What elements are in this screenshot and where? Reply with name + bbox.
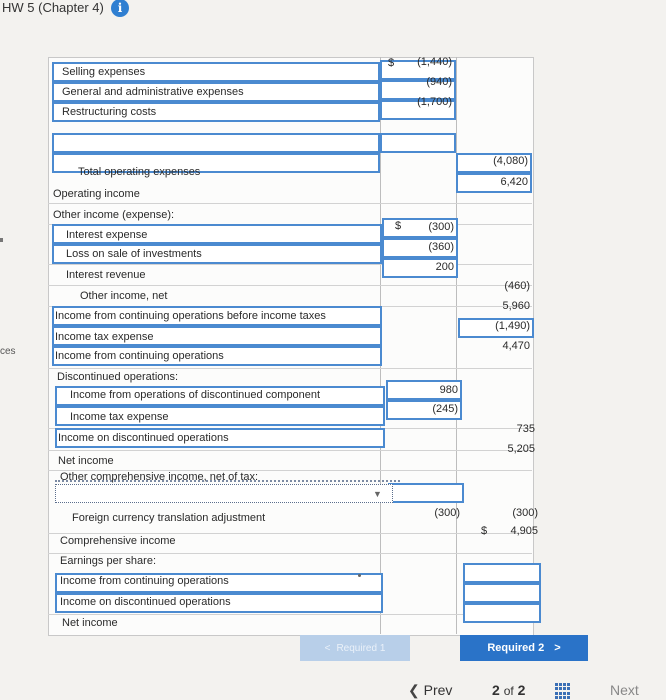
next-button[interactable] [610,682,639,698]
label-income-cont: Income from continuing operations [55,350,224,362]
amount-interest-expense: (300) [428,221,454,233]
amount-input-oci-blank[interactable] [388,483,464,503]
page-of: of [503,684,514,698]
prev-label: Prev [423,682,453,698]
label-income-tax: Income tax expense [55,331,154,343]
page-total: 2 [517,682,526,698]
next-label: Next [610,682,639,698]
info-icon[interactable]: i [111,0,129,17]
amount-operating-income: 6,420 [500,176,528,188]
amount-disc-ops: 980 [439,384,458,396]
amount-interest-revenue: 200 [435,261,454,273]
amount-restructuring: (1,700) [417,96,452,108]
row-line [48,203,532,204]
row-line [48,450,532,451]
label-fx-adjustment: Foreign currency translation adjustment [72,512,266,524]
label-net-income: Net income [58,455,114,467]
amount-net-income: 5,205 [507,443,535,455]
label-total-opex: Total operating expenses [78,166,201,178]
amount-income-cont: 4,470 [502,340,530,352]
amount-fx-adjustment: (300) [434,507,460,519]
label-disc-ops: Income from operations of discontinued component [70,389,321,401]
amount-disc-tax: (245) [432,403,458,415]
label-general-admin: General and administrative expenses [62,86,244,98]
currency-symbol: $ [388,57,395,69]
page-current: 2 [492,682,500,698]
label-operating-income: Operating income [53,188,140,200]
label-oci-header: Other comprehensive income, net of tax: [60,471,259,483]
label-loss-sale: Loss on sale of investments [66,248,202,260]
row-line [48,368,532,369]
row-line [48,285,532,286]
currency-symbol: $ [395,220,402,232]
cursor-dot [358,574,361,577]
side-truncated-label: ces [0,346,16,357]
required-2-button[interactable] [460,635,588,661]
label-interest-revenue: Interest revenue [66,269,146,281]
amount-input-blank-1[interactable] [380,133,456,153]
row-line [48,614,532,615]
chevron-left-icon: < [324,642,331,654]
amount-input-eps-disc[interactable] [463,583,541,603]
chevron-down-icon[interactable]: ▼ [373,489,382,499]
grid-icon[interactable] [555,683,571,699]
amount-fx-total: (300) [512,507,538,519]
oci-select-dropdown[interactable] [55,484,393,503]
label-disc-tax: Income tax expense [70,411,169,423]
label-selling-expenses: Selling expenses [62,66,146,78]
required-1-button[interactable] [300,635,410,661]
label-eps-header: Earnings per share: [60,555,156,567]
chevron-right-icon: > [554,642,561,654]
amount-input-eps-cont[interactable] [463,563,541,583]
label-restructuring: Restructuring costs [62,106,157,118]
currency-symbol: $ [481,525,488,537]
amount-comprehensive-income: 4,905 [510,525,538,537]
page-title: HW 5 (Chapter 4) [2,0,104,15]
label-other-income-net: Other income, net [80,290,168,302]
label-interest-expense: Interest expense [66,229,148,241]
label-discontinued-header: Discontinued operations: [57,371,179,383]
page-indicator [492,682,525,698]
amount-income-disc: 735 [516,423,535,435]
row-line [48,264,532,265]
amount-input-eps-net[interactable] [463,603,541,623]
label-other-income-header: Other income (expense): [53,209,175,221]
required-2-label: Required 2 [487,642,545,654]
label-input-blank-1[interactable] [52,133,380,153]
label-eps-net: Net income [62,617,118,629]
label-eps-disc: Income on discontinued operations [60,596,231,608]
amount-selling: (1,440) [417,56,452,68]
label-income-cont-before-tax: Income from continuing operations before income taxes [55,310,326,322]
prev-button[interactable] [408,682,452,699]
required-1-label: Required 1 [336,642,386,654]
amount-general-admin: (940) [426,76,452,88]
row-line [48,553,532,554]
label-income-disc: Income on discontinued operations [58,432,229,444]
amount-other-income-net: (460) [504,280,530,292]
label-comprehensive-income: Comprehensive income [60,535,176,547]
row-line [48,533,532,534]
amount-total-opex: (4,080) [493,155,528,167]
side-marker [0,238,3,242]
label-eps-cont: Income from continuing operations [60,575,229,587]
amount-loss-sale: (360) [428,241,454,253]
amount-income-tax: (1,490) [495,320,530,332]
amount-income-cont-before-tax: 5,960 [502,300,530,312]
chevron-left-icon: ❮ [408,682,420,698]
column-divider-2 [456,57,457,634]
